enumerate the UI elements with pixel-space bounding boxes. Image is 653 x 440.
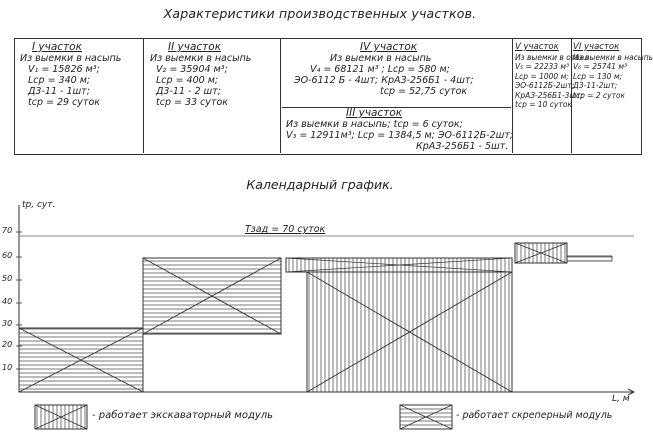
section-line: V₂ = 35904 м³; [156, 64, 228, 75]
chart-title: Календарный график. [246, 177, 394, 192]
section-heading: III участок [346, 107, 403, 119]
legend-excavator-label: - работает экскаваторный модуль [92, 410, 274, 421]
t-zad-label: Tзад = 70 суток [245, 224, 326, 235]
section-line: ЭО-6112 Б - 4шт; КрАЗ-256Б1 - 4шт; [294, 75, 474, 86]
section-line: tср = 29 суток [28, 97, 101, 108]
section-line: ЭО-6112Б-2шт; [515, 81, 575, 90]
section-line: КрАЗ-256Б1 - 5шт. [416, 141, 509, 152]
section-line: Д3-11 - 1шт; [28, 86, 90, 97]
section-line: Из выемки в насыпь [573, 52, 653, 62]
section-line: V₁ = 15826 м³; [28, 64, 100, 75]
section-line: Lср = 1000 м; [515, 71, 569, 81]
x-axis-label: L, м [612, 394, 630, 404]
section-heading: V участок [515, 42, 559, 52]
section-line: Из выемки в насыпь; tср = 6 суток; [286, 119, 463, 130]
section-line: tср = 10 суток [515, 100, 572, 109]
block-section-II [143, 258, 281, 334]
section-line: Из выемки в насыпь [20, 53, 122, 64]
section-line: tср = 52,75 суток [380, 86, 468, 97]
section-heading: I участок [32, 41, 82, 53]
section-line: tср = 2 суток [573, 90, 626, 100]
y-axis-label: tр, сут. [22, 200, 56, 210]
legend-excavator-box [35, 405, 87, 429]
section-line: Lср = 340 м; [28, 75, 91, 86]
legend-scraper-box [400, 405, 452, 429]
block-section-VI [567, 256, 612, 261]
section-line: tср = 33 суток [156, 97, 229, 108]
section-line: V₆ = 25741 м³ [573, 62, 628, 71]
section-line: Из выемки в насыпь [150, 53, 252, 64]
y-tick-label: 10 [2, 363, 13, 372]
y-tick-label: 30 [2, 319, 13, 328]
block-section-I [19, 328, 143, 392]
y-tick-label: 40 [2, 297, 13, 306]
section-line: Д3-11 - 2 шт; [156, 86, 221, 97]
y-tick-label: 20 [2, 340, 13, 349]
legend-scraper-label: - работает скреперный модуль [456, 410, 613, 421]
section-line: V₅ = 22233 м³ [515, 62, 570, 71]
block-section-III [286, 258, 512, 272]
section-line: Lср = 130 м; [573, 71, 622, 81]
section-heading: IV участок [360, 41, 418, 53]
section-line: Д3-11-2шт; [573, 81, 618, 90]
section-heading: VI участок [573, 42, 620, 52]
block-section-IV [307, 272, 512, 392]
section-line: КрАЗ-256Б1-3шт; [515, 90, 584, 100]
section-heading: II участок [168, 41, 222, 53]
y-tick-label: 70 [2, 226, 13, 235]
page-title: Характеристики производственных участков. [163, 6, 477, 21]
section-line: V₄ = 68121 м³ ; Lср = 580 м; [310, 64, 450, 75]
section-line: V₃ = 12911м³; Lср = 1384,5 м; ЭО-6112Б-2шт; [286, 130, 514, 141]
section-line: Из выемки в насыпь [330, 53, 432, 64]
y-tick-label: 60 [2, 251, 13, 260]
block-section-V [515, 243, 567, 263]
section-line: Lср = 400 м; [156, 75, 219, 86]
section-line: Из выемки в отвал [515, 52, 589, 62]
y-tick-label: 50 [2, 274, 13, 283]
